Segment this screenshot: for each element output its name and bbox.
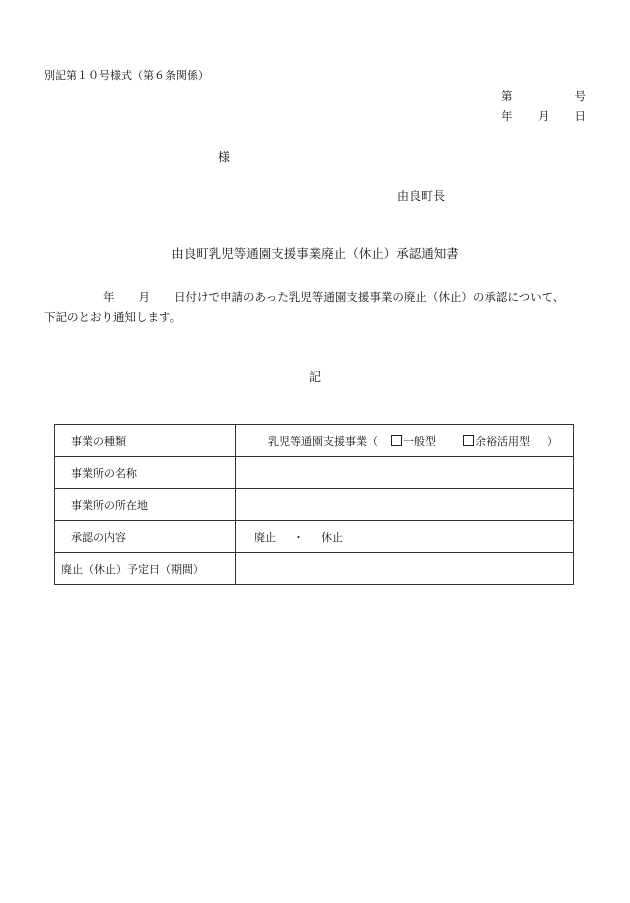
table-row [55,521,574,553]
date-year-label: 年 [501,109,513,123]
checkbox-general[interactable] [391,435,402,446]
document-title: 由良町乳児等通園支援事業廃止（休止）承認通知書 [171,246,459,261]
table-row [55,457,574,489]
ref-no-prefix: 第 [501,89,513,103]
business-type-value [236,425,574,457]
table-row [55,553,574,585]
row-label: 事業所の所在地 [55,489,236,521]
facility-address-value[interactable] [236,489,574,521]
body-line1-text: 日付けで申請のあった乳児等通園支援事業の廃止（休止）の承認について、 [174,290,565,304]
body-text-line1 [103,289,564,305]
sender: 由良町長 [397,189,446,203]
form-number: 別記第１０号様式（第６条関係） [44,69,209,82]
body-year-label: 年 [103,290,115,304]
table-row [55,425,574,457]
body-month-label: 月 [138,290,150,304]
row-label: 事業の種類 [55,425,236,457]
ki-heading: 記 [308,370,321,384]
option-suspend[interactable]: 休止 [321,530,343,544]
row-label: 廃止（休止）予定日（期間） [55,553,236,585]
details-table [54,424,574,585]
business-type-prefix: 乳児等通園支援事業（ [268,434,378,448]
date-month-label: 月 [538,109,550,123]
table-row [55,489,574,521]
option-surplus-label: 余裕活用型 [475,434,530,448]
business-type-suffix: ） [547,434,558,448]
option-general-label: 一般型 [403,434,436,448]
scheduled-date-value[interactable] [236,553,574,585]
body-text-line2: 下記のとおり通知します。 [44,310,182,324]
approval-separator: ・ [293,530,304,544]
row-label: 承認の内容 [55,521,236,553]
option-abolish[interactable]: 廃止 [254,530,276,544]
facility-name-value[interactable] [236,457,574,489]
ref-no-suffix: 号 [574,89,586,103]
checkbox-surplus[interactable] [463,435,474,446]
row-label: 事業所の名称 [55,457,236,489]
addressee: 様 [218,150,231,164]
date-day-label: 日 [574,109,586,123]
approval-content-value [236,521,574,553]
